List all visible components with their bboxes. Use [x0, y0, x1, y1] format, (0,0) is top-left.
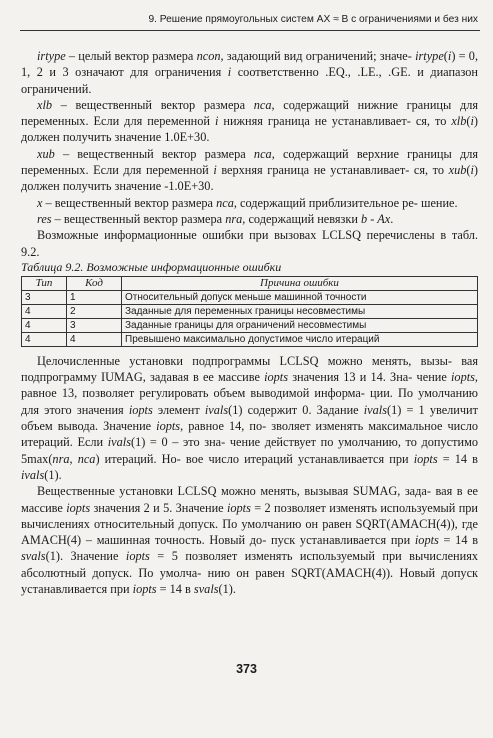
param-res: res – вещественный вектор размера nra, содержащий невязки b - Ax.: [37, 211, 394, 226]
table-cell-type: 4: [22, 318, 67, 332]
page-body: [21, 48, 478, 597]
param-irtype: irtype – целый вектор размера ncon, задающий вид ограничений; значе- irtype(i) = 0, 1, 2 и 3 означают для ограничения i соответственно .EQ., .LE., .GE. и диапазон ограничений.: [21, 49, 479, 96]
page-number: 373: [236, 662, 257, 676]
table-cell-reason: Относительный допуск меньше машинной точности: [122, 290, 478, 304]
real-settings-paragraph: Вещественные установки LCLSQ можно менять, вызывая SUMAG, зада- вая в ее массиве iopts значения 2 и 5. Значение iopts = 2 позволяет изменять используемый при вычислениях относительный допуск. По умолчанию он равен SQRT(AMACH(4)), где AMACH(4) – машинная точность. Новый до- пуск устанавливается при iopts = 14 в svals(1). Значение iopts = 5 позволяет изменять используемый при вычислениях абсолютный допуск. По умолча- нию он равен SQRT(AMACH(4)). Новый допуск устанавливается при iopts = 14 в svals(1).: [21, 484, 479, 597]
param-name: xlb: [37, 97, 53, 112]
integer-settings-paragraph: Целочисленные установки подпрограммы LCLSQ можно менять, вызы- вая подпрограмму IUMAG, задавая в ее массиве iopts значения 13 и 14. Зна- чение iopts, равное 13, позволяет регулировать объем выводимой информа- ции. По умолчанию для этого значения iopts элемент ivals(1) содержит 0. Задание ivals(1) = 1 увеличит объем вывода. Значение iopts, равное 14, по- зволяет изменять максимальное число итераций. Если ivals(1) = 0 – это зна- чение действует по умолчанию, то допустимо 5max(nra, nca) итераций. Но- вое число итераций устанавливается при iopts = 14 в ivals(1).: [21, 353, 479, 482]
column-header-code: Код: [67, 276, 122, 290]
header-rule: [20, 30, 480, 31]
table-cell-reason: Заданные границы для ограничений несовместимы: [122, 318, 478, 332]
param-name: res: [37, 211, 52, 226]
table-row: [22, 332, 478, 346]
table-cell-code: 4: [67, 332, 122, 346]
running-header: 9. Решение прямоугольных систем AX ≈ B с ограничениями и без них: [148, 14, 478, 25]
table-row: [22, 318, 478, 332]
table-row: [22, 290, 478, 304]
table-cell-type: 4: [22, 304, 67, 318]
column-header-type: Тип: [22, 276, 67, 290]
table-caption: Таблица 9.2. Возможные информационные ошибки: [21, 259, 282, 274]
param-name: irtype: [37, 49, 66, 63]
param-xlb: xlb – вещественный вектор размера nca, содержащий нижние границы для переменных. Если для переменной i нижняя граница не устанавливает- ся, то xlb(i) должен получить значение 1.0E+30.: [21, 97, 479, 145]
table-cell-reason: Превышено максимально допустимое число итераций: [122, 332, 478, 346]
column-header-reason: Причина ошибки: [122, 276, 478, 290]
intro-paragraph: Возможные информационные ошибки при вызовах LCLSQ перечислены в табл. 9.2.: [21, 228, 478, 259]
table-cell-type: 3: [22, 290, 67, 304]
param-name: xub: [37, 146, 55, 161]
table-cell-code: 1: [67, 290, 122, 304]
table-cell-code: 2: [67, 304, 122, 318]
table-header-row: [22, 276, 478, 290]
table-cell-code: 3: [67, 318, 122, 332]
table-cell-reason: Заданные для переменных границы несовместимы: [122, 304, 478, 318]
param-x: x – вещественный вектор размера nca, содержащий приблизительное ре- шение.: [37, 195, 458, 210]
table-row: [22, 304, 478, 318]
param-name: x: [37, 195, 43, 210]
table-cell-type: 4: [22, 332, 67, 346]
param-xub: xub – вещественный вектор размера nca, содержащий верхние границы для переменных. Если для переменной i верхняя граница не устанавливает- ся, то xub(i) должен получить значение -1.0E+30.: [21, 146, 479, 194]
error-table: [21, 276, 478, 347]
